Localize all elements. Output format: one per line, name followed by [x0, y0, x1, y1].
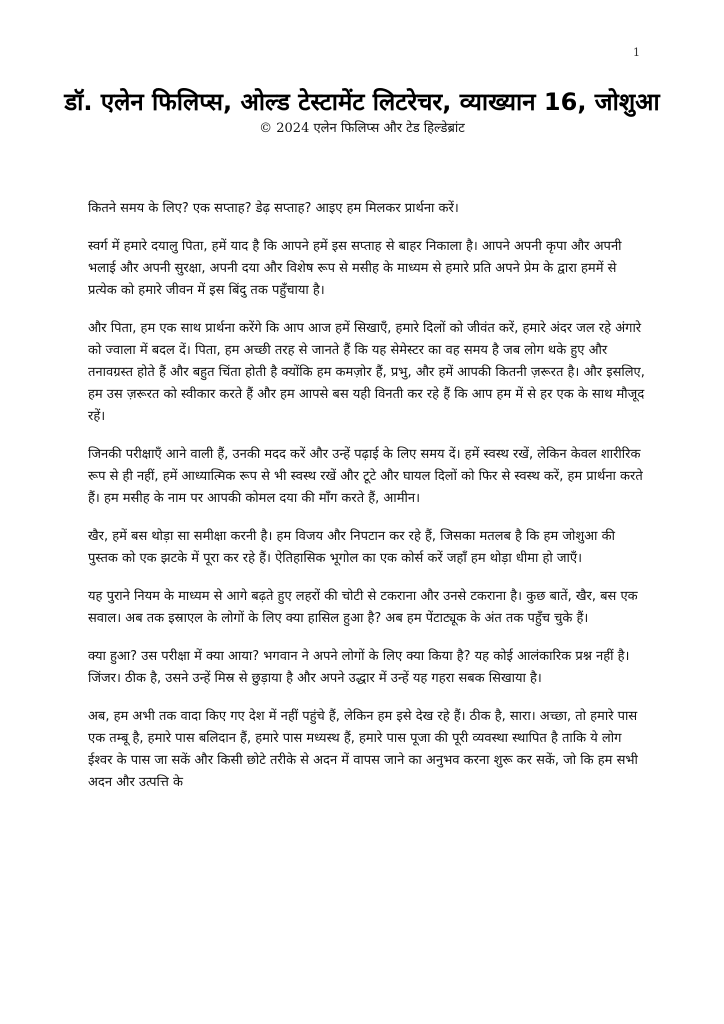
paragraph: यह पुराने नियम के माध्यम से आगे बढ़ते हुए लहरों की चोटी से टकराना और उनसे टकराना है। कुछ बातें, खैर, बस एक सवाल। अब तक इस्राएल के लोगों के लिए क्या हासिल हुआ है? अब हम पेंटाट्यूक के अंत तक पहुँच चुके हैं। — [88, 589, 638, 626]
document-header — [60, 86, 664, 138]
paragraph: क्या हुआ? उस परीक्षा में क्या आया? भगवान ने अपने लोगों के लिए क्या किया है? यह कोई आलंकारिक प्रश्न नहीं है। जिंजर। ठीक है, उसने उन्हें मिस्र से छुड़ाया है और अपने उद्धार में उन्हें यह गहरा सबक सिखाया है। — [88, 649, 630, 686]
page-number: 1 — [633, 46, 640, 59]
document-body — [88, 198, 648, 810]
paragraph: अब, हम अभी तक वादा किए गए देश में नहीं पहुंचे हैं, लेकिन हम इसे देख रहे हैं। ठीक है, सारा। अच्छा, तो हमारे पास एक तम्बू है, हमारे पास बलिदान हैं, हमारे पास मध्यस्थ हैं, हमारे पास पूजा की पूरी व्यवस्था स्थापित है ताकि ये लोग ईश्वर के पास जा सकें और किसी छोटे तरीके से अदन में वापस जाने का अनुभव करना शुरू कर सकें, जो कि हम सभी अदन और उत्पत्ति के — [88, 709, 638, 790]
paragraph: खैर, हमें बस थोड़ा सा समीक्षा करनी है। हम विजय और निपटान कर रहे हैं, जिसका मतलब है कि हम जोशुआ की पुस्तक को एक झटके में पूरा कर रहे हैं। ऐतिहासिक भूगोल का एक कोर्स करें जहाँ हम थोड़ा धीमा हो जाएँ। — [88, 529, 615, 566]
copyright-line: © 2024 एलेन फिलिप्स और टेड हिल्डेब्रांट — [259, 121, 465, 136]
paragraph: जिनकी परीक्षाएँ आने वाली हैं, उनकी मदद करें और उन्हें पढ़ाई के लिए समय दें। हमें स्वस्थ रखें, लेकिन केवल शारीरिक रूप से ही नहीं, हमें आध्यात्मिक रूप से भी स्वस्थ रखें और टूटे और घायल दिलों को फिर से स्वस्थ करें, हम प्रार्थना करते हैं। हम मसीह के नाम पर आपकी कोमल दया की माँग करते हैं, आमीन। — [88, 447, 643, 506]
paragraph: स्वर्ग में हमारे दयालु पिता, हमें याद है कि आपने हमें इस सप्ताह से बाहर निकाला है। आपने अपनी कृपा और अपनी भलाई और अपनी सुरक्षा, अपनी दया और विशेष रूप से मसीह के माध्यम से हमारे प्रति अपने प्रेम के द्वारा हममें से प्रत्येक को हमारे जीवन में इस बिंदु तक पहुँचाया है। — [88, 239, 622, 298]
paragraph: कितने समय के लिए? एक सप्ताह? डेढ़ सप्ताह? आइए हम मिलकर प्रार्थना करें। — [88, 201, 459, 216]
paragraph: और पिता, हम एक साथ प्रार्थना करेंगे कि आप आज हमें सिखाएँ, हमारे दिलों को जीवंत करें, हमारे अंदर जल रहे अंगारे को ज्वाला में बदल दें। पिता, हम अच्छी तरह से जानते हैं कि यह सेमेस्टर का वह समय है जब लोग थके हुए और तनावग्रस्त होते हैं और बहुत चिंता होती है क्योंकि हम कमज़ोर हैं, प्रभु, और हमें आपकी कितनी ज़रूरत है। और इसलिए, हम उस ज़रूरत को स्वीकार करते हैं और हम आपसे बस यही विनती कर रहे हैं कि आप हम में से हर एक के साथ मौजूद रहें। — [88, 321, 645, 424]
document-title: डॉ. एलेन फिलिप्स, ओल्ड टेस्टामेंट लिटरेचर, व्याख्यान 16, जोशुआ — [64, 88, 660, 116]
